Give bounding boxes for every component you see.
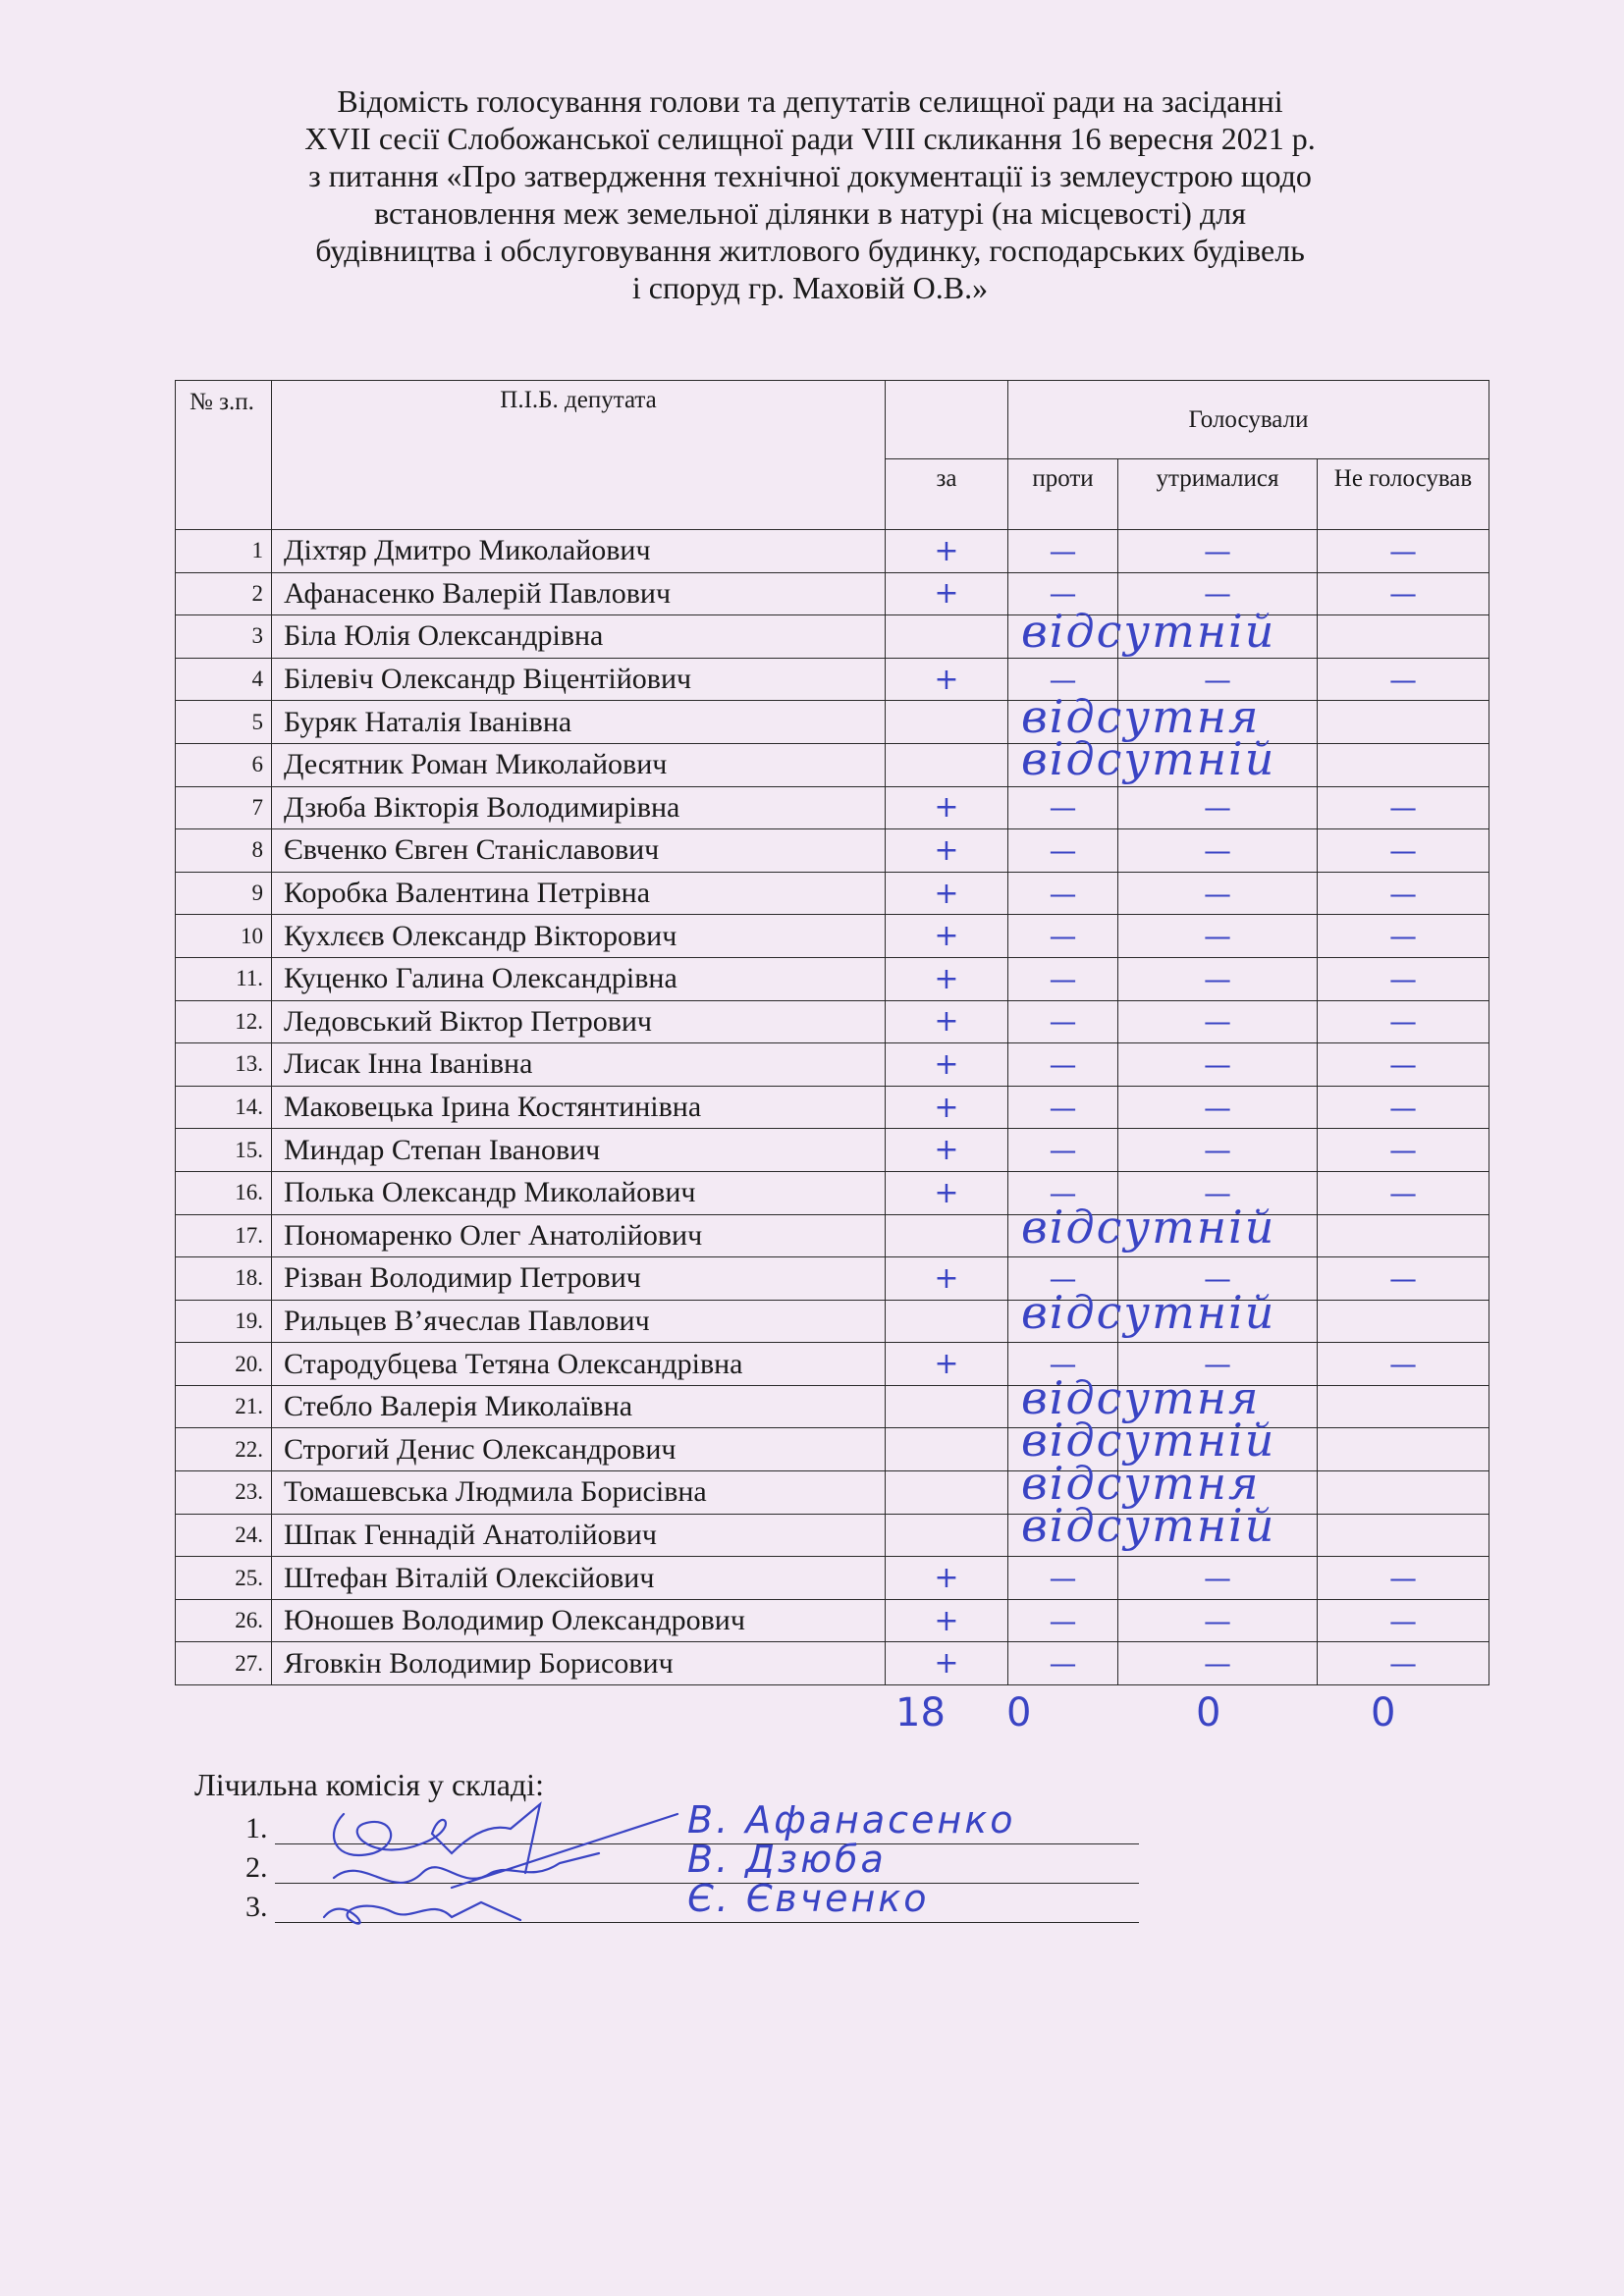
absent-note: відсутній xyxy=(1021,1286,1276,1340)
vote-abstained: — xyxy=(1118,530,1318,573)
table-row xyxy=(176,1385,1489,1428)
vote-abstained: — xyxy=(1118,1171,1318,1214)
deputy-name: Буряк Наталія Іванівна xyxy=(272,701,886,744)
vote-abstained: — xyxy=(1118,1343,1318,1386)
vote-not-voted: — xyxy=(1318,1557,1489,1600)
row-number: 7 xyxy=(176,786,272,829)
deputy-name: Строгий Денис Олександрович xyxy=(272,1428,886,1471)
vote-table-body xyxy=(176,530,1489,1685)
member-number: 3. xyxy=(245,1891,268,1923)
vote-for xyxy=(886,1471,1008,1515)
vote-against: — xyxy=(1008,1000,1118,1043)
member-number: 2. xyxy=(245,1851,268,1884)
vote-for xyxy=(886,701,1008,744)
vote-for xyxy=(886,1385,1008,1428)
vote-table xyxy=(175,380,1489,1685)
vote-not-voted: — xyxy=(1318,1043,1489,1087)
header-against: проти xyxy=(1008,459,1118,530)
row-number: 2 xyxy=(176,572,272,615)
deputy-name: Юношев Володимир Олександрович xyxy=(272,1599,886,1642)
vote-abstained: — xyxy=(1118,872,1318,915)
row-number: 20. xyxy=(176,1343,272,1386)
commission-member xyxy=(245,1877,930,1924)
deputy-name: Лисак Інна Іванівна xyxy=(272,1043,886,1087)
deputy-name: Яговкін Володимир Борисович xyxy=(272,1642,886,1685)
vote-against: — xyxy=(1008,1557,1118,1600)
row-number: 27. xyxy=(176,1642,272,1685)
row-number: 14. xyxy=(176,1086,272,1129)
signature-1 xyxy=(334,1804,540,1873)
table-row xyxy=(176,1428,1489,1471)
table-row xyxy=(176,658,1489,701)
vote-against: — xyxy=(1008,572,1118,615)
commission-title: Лічильна комісія у складі: xyxy=(194,1767,544,1802)
total-for: 18 xyxy=(895,1690,946,1735)
total-not-voted: 0 xyxy=(1371,1690,1396,1735)
row-number: 1 xyxy=(176,530,272,573)
vote-for: + xyxy=(886,1599,1008,1642)
deputy-name: Томашевська Людмила Борисівна xyxy=(272,1471,886,1515)
vote-for xyxy=(886,1514,1008,1557)
vote-abstained: — xyxy=(1118,1000,1318,1043)
deputy-name: Миндар Степан Іванович xyxy=(272,1129,886,1172)
vote-for: + xyxy=(886,530,1008,573)
vote-against: — xyxy=(1008,1086,1118,1129)
vote-against: — xyxy=(1008,1129,1118,1172)
vote-for xyxy=(886,743,1008,786)
deputy-name: Шпак Геннадій Анатолійович xyxy=(272,1514,886,1557)
vote-for: + xyxy=(886,829,1008,873)
deputy-name: Рильцев В’ячеслав Павлович xyxy=(272,1300,886,1343)
vote-for: + xyxy=(886,1043,1008,1087)
title-line: Відомість голосування голови та депутатів селищної ради на засіданні xyxy=(337,83,1283,119)
deputy-name: Ледовський Віктор Петрович xyxy=(272,1000,886,1043)
vote-not-voted: — xyxy=(1318,1171,1489,1214)
deputy-name: Куценко Галина Олександрівна xyxy=(272,957,886,1000)
table-row xyxy=(176,530,1489,573)
vote-abstained: — xyxy=(1118,1129,1318,1172)
vote-abstained: — xyxy=(1118,915,1318,958)
vote-not-voted xyxy=(1318,701,1489,744)
vote-not-voted: — xyxy=(1318,872,1489,915)
member-name: В. Афанасенко xyxy=(687,1798,1016,1842)
vote-abstained: — xyxy=(1118,1257,1318,1301)
commission-member xyxy=(245,1798,1016,1845)
absent-note: відсутній xyxy=(1021,1414,1276,1468)
vote-for xyxy=(886,615,1008,659)
table-row xyxy=(176,1343,1489,1386)
table-row xyxy=(176,1642,1489,1685)
title-line: встановлення меж земельної ділянки в натурі (на місцевості) для xyxy=(374,195,1246,231)
vote-for: + xyxy=(886,872,1008,915)
table-row xyxy=(176,1086,1489,1129)
table-row xyxy=(176,615,1489,659)
vote-against: — xyxy=(1008,1043,1118,1087)
title-line: з питання «Про затвердження технічної документації із землеустрою щодо xyxy=(308,158,1312,193)
vote-against: — xyxy=(1008,658,1118,701)
vote-not-voted: — xyxy=(1318,1257,1489,1301)
vote-abstained: — xyxy=(1118,1599,1318,1642)
absent-note: відсутній xyxy=(1021,604,1276,658)
row-number: 22. xyxy=(176,1428,272,1471)
row-number: 21. xyxy=(176,1385,272,1428)
title-line: XVII сесії Слобожанської селищної ради VIII скликання 16 вересня 2021 р. xyxy=(304,121,1316,156)
vote-totals xyxy=(0,1690,1624,1749)
vote-against: — xyxy=(1008,829,1118,873)
table-row xyxy=(176,1557,1489,1600)
table-row xyxy=(176,1514,1489,1557)
absent-note: відсутній xyxy=(1021,732,1276,785)
row-number: 12. xyxy=(176,1000,272,1043)
table-row xyxy=(176,572,1489,615)
table-row xyxy=(176,701,1489,744)
row-number: 13. xyxy=(176,1043,272,1087)
deputy-name: Штефан Віталій Олексійович xyxy=(272,1557,886,1600)
row-number: 24. xyxy=(176,1514,272,1557)
table-row xyxy=(176,1171,1489,1214)
deputy-name: Маковецька Ірина Костянтинівна xyxy=(272,1086,886,1129)
deputy-name: Афанасенко Валерій Павлович xyxy=(272,572,886,615)
vote-not-voted xyxy=(1318,1428,1489,1471)
member-name: В. Дзюба xyxy=(687,1838,887,1881)
vote-against: — xyxy=(1008,957,1118,1000)
vote-abstained: — xyxy=(1118,829,1318,873)
table-row xyxy=(176,915,1489,958)
deputy-name: Дзюба Вікторія Володимирівна xyxy=(272,786,886,829)
commission-member xyxy=(245,1838,887,1885)
row-number: 6 xyxy=(176,743,272,786)
header-num: № з.п. xyxy=(176,381,272,530)
row-number: 10 xyxy=(176,915,272,958)
vote-not-voted xyxy=(1318,1214,1489,1257)
vote-not-voted: — xyxy=(1318,915,1489,958)
vote-against: — xyxy=(1008,915,1118,958)
vote-for: + xyxy=(886,1343,1008,1386)
deputy-name: Стародубцева Тетяна Олександрівна xyxy=(272,1343,886,1386)
member-number: 1. xyxy=(245,1812,268,1844)
vote-not-voted: — xyxy=(1318,658,1489,701)
vote-not-voted: — xyxy=(1318,1343,1489,1386)
vote-for: + xyxy=(886,957,1008,1000)
vote-for: + xyxy=(886,1171,1008,1214)
table-row xyxy=(176,1257,1489,1301)
vote-not-voted xyxy=(1318,743,1489,786)
member-name: Є. Євченко xyxy=(687,1877,930,1920)
vote-not-voted: — xyxy=(1318,786,1489,829)
table-row xyxy=(176,1043,1489,1087)
vote-not-voted xyxy=(1318,1385,1489,1428)
vote-against: — xyxy=(1008,786,1118,829)
signature-3 xyxy=(324,1902,520,1924)
row-number: 17. xyxy=(176,1214,272,1257)
table-row xyxy=(176,1214,1489,1257)
vote-against: — xyxy=(1008,1171,1118,1214)
table-row xyxy=(176,957,1489,1000)
absent-note: відсутня xyxy=(1021,1371,1261,1424)
deputy-name: Кухлєєв Олександр Вікторович xyxy=(272,915,886,958)
row-number: 3 xyxy=(176,615,272,659)
absent-note: відсутній xyxy=(1021,1499,1276,1553)
signature-scribbles xyxy=(304,1794,717,1942)
header-empty xyxy=(886,381,1008,459)
vote-for xyxy=(886,1214,1008,1257)
title-line: і споруд гр. Маховій О.В.» xyxy=(631,270,989,305)
vote-not-voted: — xyxy=(1318,1129,1489,1172)
vote-not-voted: — xyxy=(1318,1000,1489,1043)
row-number: 11. xyxy=(176,957,272,1000)
vote-not-voted xyxy=(1318,1514,1489,1557)
vote-against: — xyxy=(1008,1642,1118,1685)
vote-not-voted xyxy=(1318,615,1489,659)
row-number: 26. xyxy=(176,1599,272,1642)
table-row xyxy=(176,1000,1489,1043)
vote-for: + xyxy=(886,658,1008,701)
total-against: 0 xyxy=(1006,1690,1032,1735)
vote-against: — xyxy=(1008,1257,1118,1301)
row-number: 8 xyxy=(176,829,272,873)
table-row xyxy=(176,1129,1489,1172)
vote-for: + xyxy=(886,786,1008,829)
vote-for: + xyxy=(886,1086,1008,1129)
vote-against: — xyxy=(1008,530,1118,573)
document-title xyxy=(147,82,1473,306)
header-not-voted: Не голосував xyxy=(1318,459,1489,530)
row-number: 15. xyxy=(176,1129,272,1172)
vote-not-voted: — xyxy=(1318,572,1489,615)
total-abstained: 0 xyxy=(1196,1690,1221,1735)
vote-not-voted xyxy=(1318,1300,1489,1343)
deputy-name: Пономаренко Олег Анатолійович xyxy=(272,1214,886,1257)
vote-against: — xyxy=(1008,1343,1118,1386)
vote-for: + xyxy=(886,915,1008,958)
header-for: за xyxy=(886,459,1008,530)
header-voted: Голосували xyxy=(1008,381,1489,459)
vote-for: + xyxy=(886,1129,1008,1172)
row-number: 18. xyxy=(176,1257,272,1301)
table-row xyxy=(176,786,1489,829)
vote-against: — xyxy=(1008,872,1118,915)
header-abstained: утрималися xyxy=(1118,459,1318,530)
vote-abstained: — xyxy=(1118,1086,1318,1129)
vote-not-voted: — xyxy=(1318,829,1489,873)
vote-for xyxy=(886,1428,1008,1471)
vote-for xyxy=(886,1300,1008,1343)
vote-not-voted: — xyxy=(1318,1086,1489,1129)
row-number: 16. xyxy=(176,1171,272,1214)
absent-note: відсутня xyxy=(1021,1456,1261,1510)
vote-against: — xyxy=(1008,1599,1118,1642)
deputy-name: Діхтяр Дмитро Миколайович xyxy=(272,530,886,573)
deputy-name: Полька Олександр Миколайович xyxy=(272,1171,886,1214)
vote-not-voted: — xyxy=(1318,957,1489,1000)
vote-abstained: — xyxy=(1118,1642,1318,1685)
vote-not-voted: — xyxy=(1318,530,1489,573)
vote-abstained: — xyxy=(1118,786,1318,829)
deputy-name: Біла Юлія Олександрівна xyxy=(272,615,886,659)
table-row xyxy=(176,829,1489,873)
absent-note: відсутня xyxy=(1021,689,1261,743)
table-row xyxy=(176,1471,1489,1515)
table-row xyxy=(176,743,1489,786)
vote-abstained: — xyxy=(1118,572,1318,615)
vote-for: + xyxy=(886,1000,1008,1043)
table-row xyxy=(176,1300,1489,1343)
row-number: 4 xyxy=(176,658,272,701)
header-name: П.І.Б. депутата xyxy=(272,381,886,530)
row-number: 9 xyxy=(176,872,272,915)
vote-abstained: — xyxy=(1118,658,1318,701)
deputy-name: Білевіч Олександр Віцентійович xyxy=(272,658,886,701)
row-number: 25. xyxy=(176,1557,272,1600)
deputy-name: Коробка Валентина Петрівна xyxy=(272,872,886,915)
row-number: 23. xyxy=(176,1471,272,1515)
deputy-name: Різван Володимир Петрович xyxy=(272,1257,886,1301)
absent-note: відсутній xyxy=(1021,1201,1276,1255)
table-row xyxy=(176,872,1489,915)
deputy-name: Євченко Євген Станіславович xyxy=(272,829,886,873)
vote-abstained: — xyxy=(1118,1043,1318,1087)
vote-abstained: — xyxy=(1118,1557,1318,1600)
vote-not-voted: — xyxy=(1318,1599,1489,1642)
table-row xyxy=(176,1599,1489,1642)
vote-for: + xyxy=(886,1642,1008,1685)
deputy-name: Десятник Роман Миколайович xyxy=(272,743,886,786)
vote-for: + xyxy=(886,1557,1008,1600)
deputy-name: Стебло Валерія Миколаївна xyxy=(272,1385,886,1428)
vote-abstained: — xyxy=(1118,957,1318,1000)
vote-not-voted xyxy=(1318,1471,1489,1515)
vote-not-voted: — xyxy=(1318,1642,1489,1685)
row-number: 19. xyxy=(176,1300,272,1343)
title-line: будівництва і обслуговування житлового будинку, господарських будівель xyxy=(315,233,1305,268)
vote-for: + xyxy=(886,1257,1008,1301)
vote-for: + xyxy=(886,572,1008,615)
row-number: 5 xyxy=(176,701,272,744)
